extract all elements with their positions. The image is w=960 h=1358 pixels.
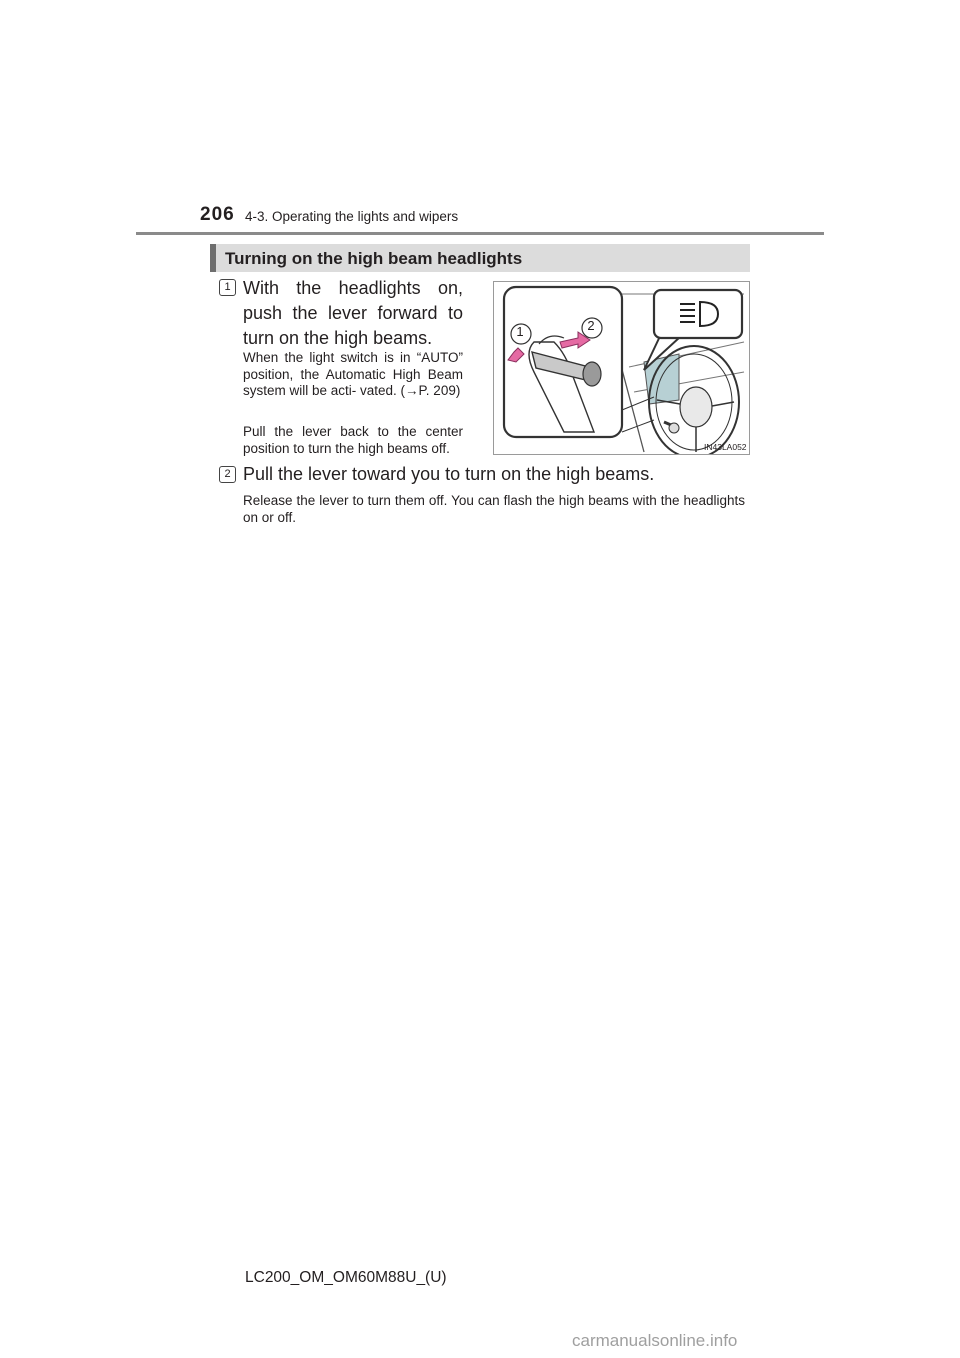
step-1-note-1: When the light switch is in “AUTO” position, the Automatic High Beam system will be acti- vated. (→P. 209) [243,350,463,398]
lever-illustration [493,281,750,455]
section-title: 4-3. Operating the lights and wipers [245,209,459,224]
callout-1-label: 1 [516,324,524,339]
figure-code: IN43LA052 [704,442,747,452]
page-number: 206 [200,204,235,225]
step-1-note-2: Pull the lever back to the center position to turn the high beams off. [243,424,463,456]
indicator-callout [644,290,742,370]
callout-2-label: 2 [587,318,595,333]
step-2-text: Pull the lever toward you to turn on the high beams. [243,464,655,484]
step-2-note-1: Release the lever to turn them off. You can flash the high beams with the headlights on or off. [243,493,745,525]
heading-accent [210,244,216,272]
step-2-number: 2 [219,466,236,483]
section-heading [210,244,750,272]
lever-illustration-drawing [494,282,749,454]
watermark: carmanualsonline.info [572,1331,738,1350]
lever-closeup [504,287,622,437]
section-heading-text: Turning on the high beam headlights [225,249,523,268]
step-1-number: 1 [219,279,236,296]
step-1-text: With the headlights on, push the lever forward to turn on the high beams. [243,278,463,348]
footer-document-code: LC200_OM_OM60M88U_(U) [245,1269,447,1286]
header-rule [136,232,824,235]
